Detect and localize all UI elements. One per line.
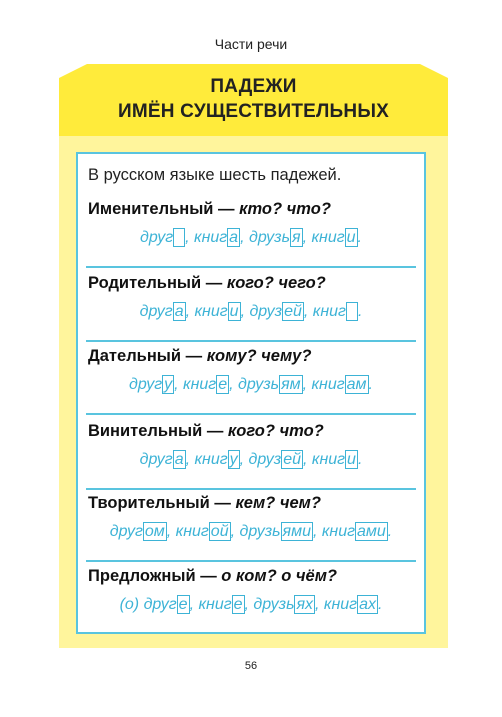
case-name: Предложный — bbox=[88, 567, 222, 585]
case-row bbox=[78, 422, 424, 494]
example-word bbox=[313, 303, 358, 320]
punctuation: . bbox=[357, 303, 363, 320]
punctuation: . bbox=[357, 451, 363, 468]
card-title-line-1: ПАДЕЖИ bbox=[210, 76, 297, 97]
row-divider bbox=[86, 413, 416, 415]
punctuation: , bbox=[166, 523, 176, 540]
example-word bbox=[311, 376, 368, 393]
case-name: Именительный — bbox=[88, 200, 240, 218]
word-stem: друзь bbox=[238, 376, 280, 393]
case-row bbox=[78, 200, 424, 272]
example-word bbox=[110, 523, 167, 540]
punctuation: , bbox=[240, 303, 250, 320]
case-heading bbox=[88, 422, 324, 441]
word-ending-box bbox=[346, 302, 358, 321]
word-ending-box: и bbox=[229, 303, 239, 320]
punctuation: , bbox=[185, 451, 195, 468]
case-heading bbox=[88, 567, 337, 586]
example-word bbox=[198, 596, 244, 613]
word-stem: друзь bbox=[239, 523, 281, 540]
word-ending-box: и bbox=[346, 229, 356, 246]
card-title-band bbox=[59, 64, 448, 136]
case-row bbox=[78, 494, 424, 566]
card-title-line-2: ИМЁН СУЩЕСТВИТЕЛЬНЫХ bbox=[117, 101, 389, 122]
example-word bbox=[239, 523, 312, 540]
preposition: (о) bbox=[119, 596, 144, 613]
word-stem: книг bbox=[194, 451, 228, 468]
punctuation: . bbox=[368, 376, 373, 393]
word-stem: друзь bbox=[253, 596, 295, 613]
case-name: Родительный — bbox=[88, 274, 227, 292]
case-examples bbox=[78, 522, 424, 541]
word-stem: друг bbox=[139, 303, 173, 320]
word-stem: друг bbox=[129, 376, 163, 393]
example-word bbox=[195, 303, 241, 320]
intro-text: В русском языке шесть падежей. bbox=[88, 166, 342, 184]
word-ending-box: и bbox=[347, 451, 356, 468]
row-divider bbox=[86, 488, 416, 490]
word-ending-box: я bbox=[292, 229, 301, 246]
case-question: кому? чему? bbox=[206, 347, 312, 365]
example-word bbox=[238, 376, 303, 393]
word-ending-box: ом bbox=[144, 523, 165, 540]
case-row bbox=[78, 567, 424, 639]
punctuation: , bbox=[239, 451, 249, 468]
case-heading bbox=[88, 347, 311, 366]
punctuation: , bbox=[229, 376, 238, 393]
punctuation: . bbox=[357, 229, 362, 246]
case-examples bbox=[78, 375, 424, 394]
example-word bbox=[312, 451, 358, 468]
example-word bbox=[129, 376, 174, 393]
word-ending-box: ам bbox=[346, 376, 367, 393]
example-word bbox=[140, 229, 185, 246]
word-ending-box: ой bbox=[210, 523, 229, 540]
example-word bbox=[195, 451, 240, 468]
example-word bbox=[311, 229, 357, 246]
word-stem: книг bbox=[175, 523, 209, 540]
word-ending-box: а bbox=[174, 303, 184, 320]
word-ending-box: ей bbox=[284, 303, 302, 320]
case-card bbox=[59, 64, 448, 648]
case-question: о ком? о чём? bbox=[221, 567, 337, 585]
word-ending-box: ями bbox=[282, 523, 311, 540]
case-examples bbox=[78, 450, 424, 469]
word-ending-box: е bbox=[218, 376, 228, 393]
word-stem: книг bbox=[194, 229, 228, 246]
row-divider bbox=[86, 560, 416, 562]
punctuation: , bbox=[230, 523, 240, 540]
word-stem: книг bbox=[312, 303, 346, 320]
word-ending-box: у bbox=[164, 376, 173, 393]
cases-box bbox=[76, 152, 426, 634]
punctuation: , bbox=[189, 596, 199, 613]
row-divider bbox=[86, 340, 416, 342]
punctuation: , bbox=[302, 229, 312, 246]
word-stem: книг bbox=[311, 376, 345, 393]
example-word bbox=[176, 523, 231, 540]
case-name: Дательный — bbox=[88, 347, 207, 365]
punctuation: . bbox=[387, 523, 393, 540]
word-stem: книг bbox=[194, 303, 228, 320]
case-row bbox=[78, 274, 424, 346]
word-stem: книг bbox=[323, 596, 358, 613]
example-word bbox=[253, 596, 315, 613]
example-word bbox=[249, 451, 303, 468]
word-stem: книг bbox=[311, 451, 346, 468]
example-word bbox=[194, 229, 240, 246]
word-ending-box: ях bbox=[296, 596, 314, 613]
punctuation: , bbox=[315, 596, 324, 613]
example-word bbox=[140, 451, 186, 468]
word-stem: книг bbox=[183, 376, 217, 393]
example-word bbox=[324, 596, 378, 613]
word-ending-box bbox=[173, 228, 185, 247]
word-ending-box: ям bbox=[281, 376, 301, 393]
section-label: Части речи bbox=[214, 36, 288, 52]
example-word bbox=[249, 303, 303, 320]
case-heading bbox=[88, 494, 321, 513]
case-question: кого? чего? bbox=[226, 274, 326, 292]
punctuation: , bbox=[303, 451, 312, 468]
punctuation: , bbox=[185, 303, 195, 320]
word-ending-box: ах bbox=[359, 596, 376, 613]
punctuation: , bbox=[303, 303, 313, 320]
case-examples bbox=[78, 302, 424, 321]
word-stem: книг bbox=[198, 596, 232, 613]
word-stem: друзь bbox=[248, 229, 291, 246]
word-stem: друг bbox=[140, 229, 174, 246]
word-stem: друз bbox=[248, 451, 282, 468]
punctuation: , bbox=[312, 523, 322, 540]
case-question: кем? чем? bbox=[235, 494, 321, 512]
case-examples bbox=[78, 595, 424, 614]
case-question: кого? что? bbox=[227, 422, 324, 440]
punctuation: , bbox=[244, 596, 254, 613]
case-name: Творительный — bbox=[88, 494, 236, 512]
word-stem: книг bbox=[321, 523, 356, 540]
punctuation: . bbox=[377, 596, 383, 613]
case-question: кто? что? bbox=[239, 200, 331, 218]
example-word bbox=[140, 303, 186, 320]
word-ending-box: ей bbox=[283, 451, 301, 468]
example-word bbox=[249, 229, 303, 246]
word-ending-box: у bbox=[229, 451, 238, 468]
word-ending-box: а bbox=[229, 229, 239, 246]
example-word bbox=[183, 376, 229, 393]
case-row bbox=[78, 347, 424, 419]
punctuation: , bbox=[302, 376, 312, 393]
case-heading bbox=[88, 274, 326, 293]
row-divider bbox=[86, 266, 416, 268]
word-stem: друг bbox=[139, 451, 173, 468]
punctuation: , bbox=[185, 229, 195, 246]
example-word bbox=[144, 596, 190, 613]
word-ending-box: а bbox=[174, 451, 184, 468]
word-ending-box: е bbox=[178, 596, 188, 613]
case-examples bbox=[78, 228, 424, 247]
case-heading bbox=[88, 200, 331, 219]
word-stem: книг bbox=[311, 229, 345, 246]
example-word bbox=[322, 523, 388, 540]
punctuation: , bbox=[174, 376, 184, 393]
word-stem: друз bbox=[249, 303, 283, 320]
word-ending-box: е bbox=[233, 596, 243, 613]
word-ending-box: ами bbox=[357, 523, 386, 540]
page-number: 56 bbox=[244, 660, 258, 672]
word-stem: друг bbox=[109, 523, 143, 540]
case-name: Винительный — bbox=[88, 422, 228, 440]
punctuation: , bbox=[240, 229, 249, 246]
word-stem: друг bbox=[143, 596, 177, 613]
